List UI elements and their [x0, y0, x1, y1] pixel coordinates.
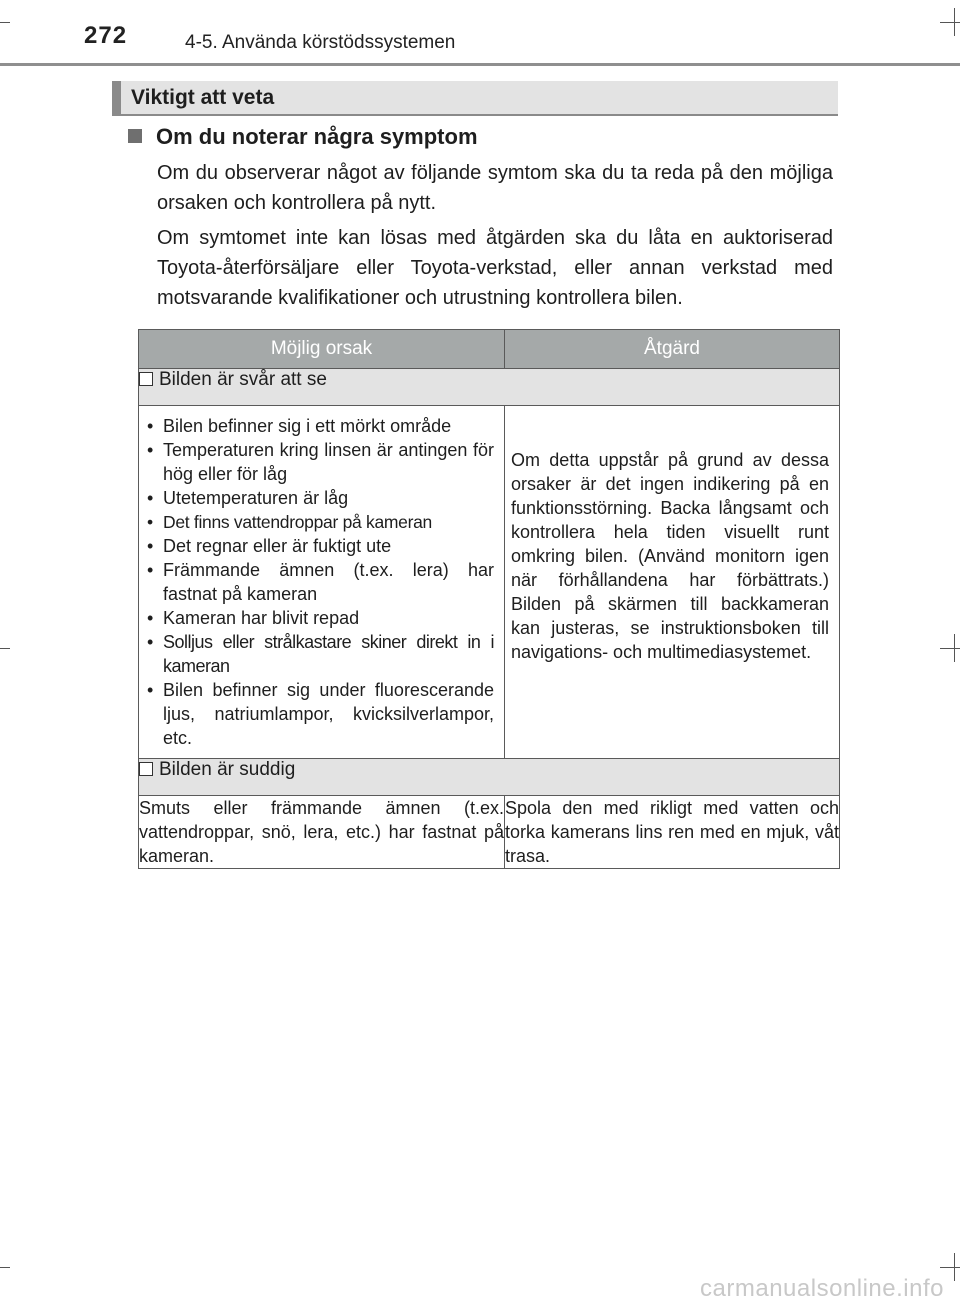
crop-mark [0, 22, 10, 23]
table-header-row [139, 330, 840, 369]
header-divider [0, 63, 960, 66]
cause-cell: Smuts eller främmande ämnen (t.ex. vattendroppar, snö, lera, etc.) har fastnat på kameran. [139, 796, 505, 869]
checkbox-icon [139, 372, 153, 386]
list-item: • Det finns vattendroppar på kameran [145, 510, 494, 534]
table-row [139, 796, 840, 869]
group-row-blurry [139, 759, 840, 796]
dealer-paragraph: Om symtomet inte kan lösas med åtgärden ska du låta en auktoriserad Toyota-återförsäljare eller Toyota-verkstad, eller annan verkstad med motsvarande kvalifikationer och utrustning kontrollera bilen. [157, 227, 833, 309]
list-item: • Bilen befinner sig under fluorescerande ljus, natriumlampor, kvicksilverlampor, etc. [145, 678, 494, 750]
subsection-heading [128, 124, 478, 150]
notice-accent [112, 81, 121, 116]
intro-paragraph: Om du observerar något av följande symtom ska du ta reda på den möjliga orsaken och kontrollera på nytt. [157, 162, 833, 214]
cause-list [145, 414, 494, 750]
table-row [139, 406, 840, 759]
list-item: • Solljus eller strålkastare skiner direkt in i kameran [145, 630, 494, 678]
group-row-hard-to-see [139, 369, 840, 406]
list-item: • Främmande ämnen (t.ex. lera) har fastnat på kameran [145, 558, 494, 606]
column-header-cause: Möjlig orsak [139, 330, 505, 369]
watermark: carmanualsonline.info [700, 1275, 944, 1302]
list-item: • Bilen befinner sig i ett mörkt område [145, 414, 494, 438]
cause-cell [139, 406, 505, 759]
square-bullet-icon [128, 129, 142, 143]
checkbox-icon [139, 762, 153, 776]
notice-label: Viktigt att veta [131, 86, 275, 109]
group-title: Bilden är svår att se [159, 369, 327, 390]
list-item: • Kameran har blivit repad [145, 606, 494, 630]
list-item: • Utetemperaturen är låg [145, 486, 494, 510]
action-cell: Om detta uppstår på grund av dessa orsaker är det ingen indikering på en funktionsstörning. Backa långsamt och kontrollera hela tiden visuellt runt omkring bilen. (Använd monitorn igen när förhållandena har förbättrats.) Bilden på skärmen till backkameran kan justeras, se instruktionsboken till navigations- och multimediasystemet. [505, 406, 840, 759]
subsection-title: Om du noterar några symptom [156, 124, 478, 149]
crop-mark [940, 1267, 960, 1268]
crop-mark [0, 648, 10, 649]
notice-bar [112, 81, 838, 116]
page-number: 272 [84, 22, 128, 49]
crop-mark [940, 648, 960, 649]
symptom-table [138, 329, 840, 869]
group-heading [139, 369, 840, 406]
crop-mark [0, 1267, 10, 1268]
section-title: 4-5. Använda körstödssystemen [185, 32, 456, 53]
column-header-action: Åtgärd [505, 330, 840, 369]
action-cell: Spola den med rikligt med vatten och torka kamerans lins ren med en mjuk, våt trasa. [505, 796, 840, 869]
group-heading [139, 759, 840, 796]
crop-mark [940, 22, 960, 23]
group-title: Bilden är suddig [159, 759, 296, 780]
list-item: • Temperaturen kring linsen är antingen för hög eller för låg [145, 438, 494, 486]
list-item: • Det regnar eller är fuktigt ute [145, 534, 494, 558]
